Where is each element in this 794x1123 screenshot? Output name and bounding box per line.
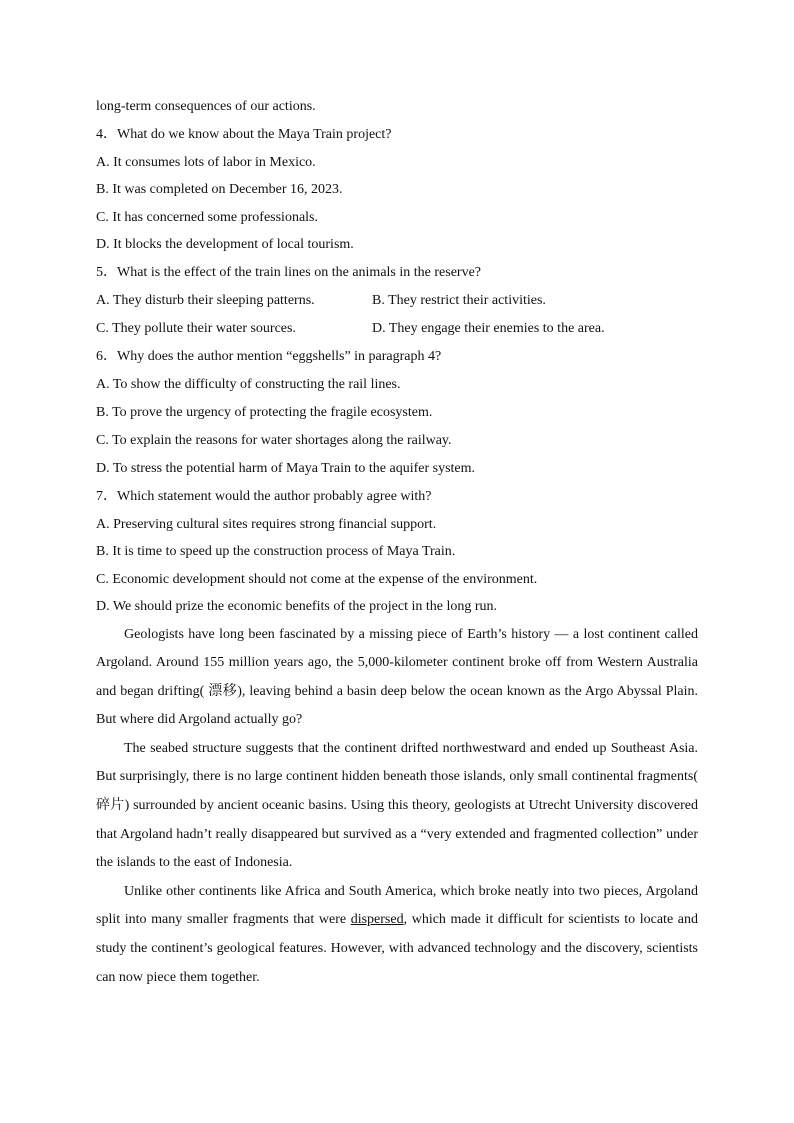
question-5-stem: 5．What is the effect of the train lines on the animals in the reserve? bbox=[96, 264, 481, 280]
question-7-option-c: C. Economic development should not come at the expense of the environment. bbox=[96, 571, 538, 587]
question-6-stem: 6．Why does the author mention “eggshells” in paragraph 4? bbox=[96, 348, 442, 364]
question-4-option-b: B. It was completed on December 16, 2023. bbox=[96, 182, 343, 197]
lead-in-text: long-term consequences of our actions. bbox=[96, 99, 316, 114]
passage-paragraph-1: Geologists have long been fascinated by a missing piece of Earth’s history — a lost continent called Argoland. Around 155 million years ago, the 5,000-kilometer continent broke off from Western Australia and began drifting( 漂移), leaving behind a basin deep below the ocean known as the Argo Abyssal Plain. But where did Argoland actually go? bbox=[96, 626, 698, 728]
underlined-word-dispersed: dispersed bbox=[350, 912, 404, 928]
question-4-stem: 4．What do we know about the Maya Train project? bbox=[96, 127, 392, 142]
question-4-option-d: D. It blocks the development of local tourism. bbox=[96, 237, 354, 252]
question-5-option-c: C. They pollute their water sources. bbox=[96, 320, 296, 336]
question-5-option-d: D. They engage their enemies to the area. bbox=[372, 320, 605, 336]
passage-paragraph-2: The seabed structure suggests that the continent drifted northwestward and ended up Southeast Asia. But surprisingly, there is no large continent hidden beneath those islands, only small continental fragments( 碎片) surrounded by ancient oceanic basins. Using this theory, geologists at Utrecht University discovered that Argoland hadn’t really disappeared but survived as a “very extended and fragmented collection” under the islands to the east of Indonesia. bbox=[96, 740, 698, 871]
question-6-option-d: D. To stress the potential harm of Maya Train to the aquifer system. bbox=[96, 460, 476, 476]
question-4-option-c: C. It has concerned some professionals. bbox=[96, 209, 318, 225]
question-5-option-b: B. They restrict their activities. bbox=[372, 292, 546, 308]
question-5-option-a: A. They disturb their sleeping patterns. bbox=[96, 292, 315, 308]
question-7-option-a: A. Preserving cultural sites requires strong financial support. bbox=[96, 516, 437, 532]
question-7-option-b: B. It is time to speed up the construction process of Maya Train. bbox=[96, 544, 456, 559]
question-6-option-a: A. To show the difficulty of constructing the rail lines. bbox=[96, 376, 401, 392]
passage-paragraph-3 bbox=[96, 878, 698, 992]
paragraph-3-text-after: , which made it difficult for scientists to locate and study the continent’s geological features. However, with advanced technology and the discovery, scientists can now piece them together. bbox=[96, 912, 698, 985]
question-6-option-c: C. To explain the reasons for water shortages along the railway. bbox=[96, 432, 452, 448]
document-page bbox=[96, 93, 698, 992]
question-5-options-row-2 bbox=[96, 315, 698, 343]
question-7-stem: 7．Which statement would the author probably agree with? bbox=[96, 488, 432, 504]
question-6-option-b: B. To prove the urgency of protecting the fragile ecosystem. bbox=[96, 404, 433, 420]
question-7-option-d: D. We should prize the economic benefits of the project in the long run. bbox=[96, 599, 498, 614]
question-4-option-a: A. It consumes lots of labor in Mexico. bbox=[96, 154, 316, 170]
question-5-options-row-1 bbox=[96, 287, 698, 315]
paragraph-3-text-before: Unlike other continents like Africa and South America, which broke neatly into two pieces, Argoland split into many smaller fragments that were bbox=[96, 883, 698, 928]
